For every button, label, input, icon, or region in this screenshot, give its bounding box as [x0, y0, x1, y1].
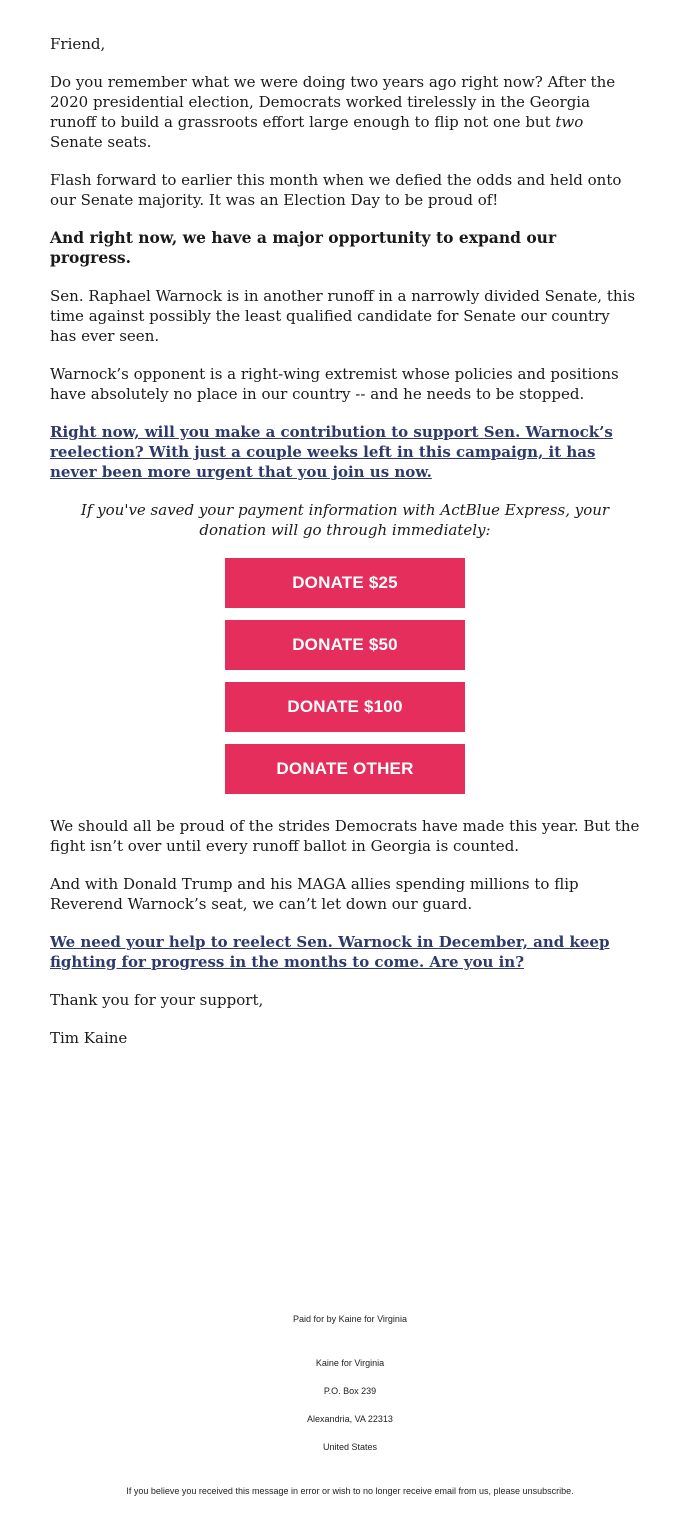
footer-country: United States [322, 1442, 378, 1452]
footer-city: Alexandria, VA 22313 [307, 1414, 393, 1424]
paragraph-two-years-ago [50, 72, 640, 152]
paragraph-text: Senate seats. [50, 133, 152, 151]
donate-buttons [50, 558, 640, 794]
paragraph-maga-allies: And with Donald Trump and his MAGA allies spending millions to flip Reverend Warnock’s seat, we can’t let down our guard. [50, 875, 579, 913]
paragraph-text: Do you remember what we were doing two years ago right now? After the 2020 presidential election, Democrats worked tirelessly in the Georgia runoff to build a grassroots effort large enough to flip not one but [50, 73, 616, 131]
paragraph-warnock-runoff: Sen. Raphael Warnock is in another runoff in a narrowly divided Senate, this time against possibly the least qualified candidate for Senate our country has ever seen. [50, 287, 636, 345]
donate-100-button[interactable]: DONATE $100 [225, 682, 465, 732]
paragraph-opportunity: And right now, we have a major opportunity to expand our progress. [50, 228, 557, 267]
unsubscribe-link[interactable]: unsubscribe [522, 1486, 572, 1496]
emphasis-text: two [555, 113, 584, 131]
paragraph-flash-forward: Flash forward to earlier this month when we defied the odds and held onto our Senate majority. It was an Election Day to be proud of! [50, 171, 622, 209]
donate-25-button[interactable]: DONATE $25 [225, 558, 465, 608]
paragraph-opponent: Warnock’s opponent is a right-wing extremist whose policies and positions have absolutely no place in our country -- and he needs to be stopped. [50, 365, 619, 403]
email-body [50, 34, 640, 1066]
contribute-link[interactable]: Right now, will you make a contribution to support Sen. Warnock’s reelection? With just a couple weeks left in this campaign, it has never been more urgent that you join us now. [50, 423, 613, 481]
footer-org-name: Kaine for Virginia [315, 1358, 385, 1368]
closing-line: Thank you for your support, [50, 991, 264, 1009]
unsubscribe-suffix: . [571, 1486, 574, 1496]
greeting: Friend, [50, 35, 106, 53]
donate-other-button[interactable]: DONATE OTHER [225, 744, 465, 794]
unsubscribe-text: If you believe you received this message in error or wish to no longer receive email from us, please [126, 1486, 523, 1496]
signature: Tim Kaine [50, 1029, 128, 1047]
paragraph-proud-strides: We should all be proud of the strides Democrats have made this year. But the fight isn’t over until every runoff ballot in Georgia is counted. [50, 817, 640, 855]
actblue-express-note: If you've saved your payment information with ActBlue Express, your donation will go through immediately: [80, 501, 610, 539]
unsubscribe-notice [0, 1486, 700, 1496]
paid-for-disclaimer: Paid for by Kaine for Virginia [293, 1314, 407, 1324]
footer-po-box: P.O. Box 239 [323, 1386, 377, 1396]
help-reelect-link[interactable]: We need your help to reelect Sen. Warnock in December, and keep fighting for progress in the months to come. Are you in? [50, 933, 610, 971]
donate-50-button[interactable]: DONATE $50 [225, 620, 465, 670]
